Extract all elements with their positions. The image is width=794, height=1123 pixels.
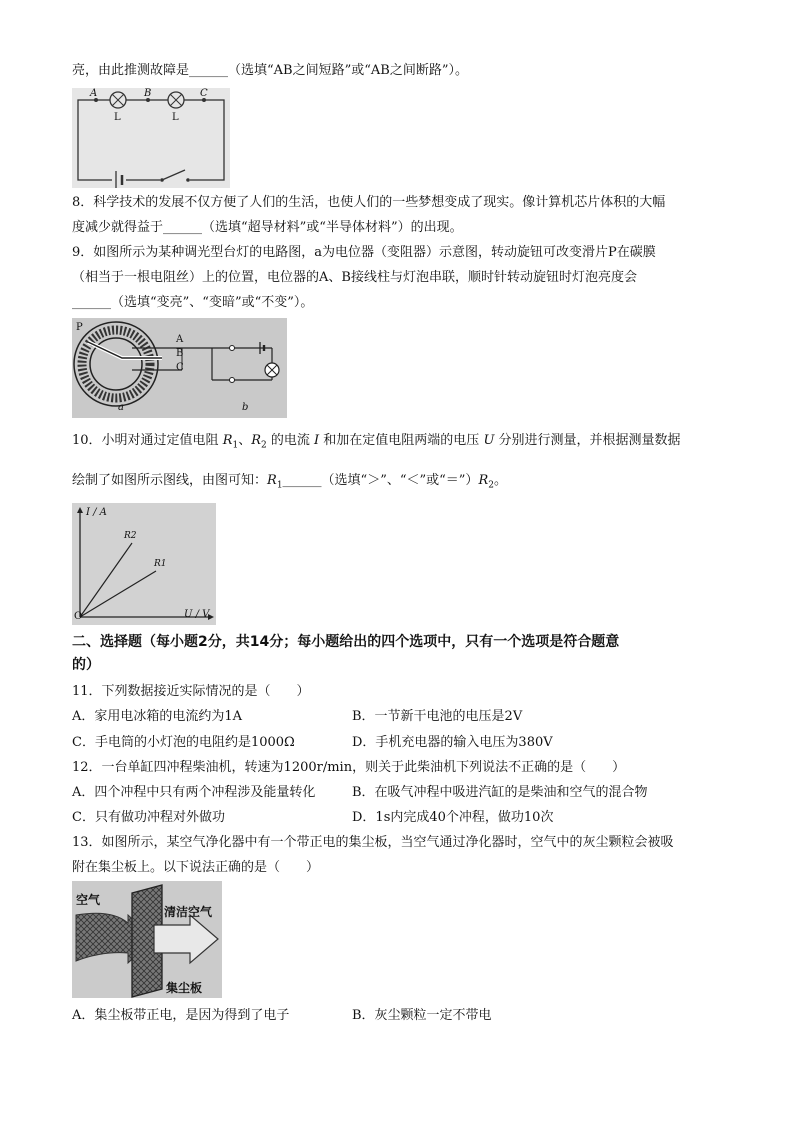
- q7-circuit-figure: [72, 88, 230, 188]
- q10-x-label: U / V: [184, 609, 210, 620]
- q12-option-b: B．在吸气冲程中吸进汽缸的是柴油和空气的混合物: [352, 785, 648, 800]
- q9-line-3: ______（选填“变亮”、“变暗”或“不变”）。: [72, 295, 314, 310]
- q10-line-1: 10．小明对通过定值电阻 $R_1$、$R_2$ 的电流 I 和加在定值电阻两端的电压 U 分别进行测量，并根据测量数据: [72, 433, 681, 451]
- q13-line-1: 13．如图所示，某空气净化器中有一个带正电的集尘板，当空气通过净化器时，空气中的灰尘颗粒会被吸: [72, 835, 674, 850]
- q13-label-plate: 集尘板: [166, 981, 203, 995]
- q13-label-clean-air: 清洁空气: [164, 905, 213, 919]
- q9-caption-a: a: [118, 402, 124, 413]
- q7-label-l1: L: [114, 112, 121, 123]
- q9-line-2: （相当于一根电阻丝）上的位置，电位器的A、B接线柱与灯泡串联，顺时针转动旋钮时灯泡亮度会: [72, 270, 637, 285]
- q8-line-2: 度减少就得益于______（选填“超导材料”或“半导体材料”）的出现。: [72, 220, 463, 235]
- q7-label-a: A: [90, 88, 98, 99]
- section-2-heading-line-2: 的）: [72, 657, 100, 673]
- q10-r1-label: R1: [154, 559, 167, 569]
- q7-label-l2: L: [172, 112, 179, 123]
- q7-label-c: C: [200, 88, 208, 99]
- r1-line: [80, 571, 156, 617]
- q7-text: 亮，由此推测故障是______（选填“AB之间短路”或“AB之间断路”）。: [72, 63, 468, 78]
- q11-option-a: A．家用电冰箱的电流约为1A: [72, 709, 243, 724]
- q9-caption-b: b: [242, 402, 249, 413]
- q9-line-1: 9．如图所示为某种调光型台灯的电路图，a为电位器（变阻器）示意图，转动旋钮可改变滑片P在碳膜: [72, 245, 656, 260]
- q13-option-b: B．灰尘颗粒一定不带电: [352, 1008, 492, 1023]
- q13-line-2: 附在集尘板上。以下说法正确的是（ ）: [72, 860, 320, 875]
- q10-iu-graph: [72, 503, 216, 625]
- q10-y-label: I / A: [86, 507, 107, 518]
- q8-line-1: 8．科学技术的发展不仅方便了人们的生活，也使人们的一些梦想变成了现实。像计算机芯片体积的大幅: [72, 195, 666, 210]
- q11-stem: 11．下列数据接近实际情况的是（ ）: [72, 684, 310, 699]
- q12-option-c: C．只有做功冲程对外做功: [72, 810, 225, 825]
- q12-stem: 12．一台单缸四冲程柴油机，转速为1200r/min，则关于此柴油机下列说法不正确的是（ ）: [72, 760, 626, 775]
- q12-option-a: A．四个冲程中只有两个冲程涉及能量转化: [72, 785, 316, 800]
- q11-option-c: C．手电筒的小灯泡的电阻约是1000Ω: [72, 735, 295, 750]
- q9-label-p: P: [76, 322, 83, 333]
- q10-r2-label: R2: [124, 531, 137, 541]
- q13-option-a: A．集尘板带正电，是因为得到了电子: [72, 1008, 290, 1023]
- q12-option-d: D．1s内完成40个冲程，做功10次: [352, 810, 554, 825]
- q9-potentiometer-figure: [72, 318, 287, 418]
- q11-option-b: B．一节新干电池的电压是2V: [352, 709, 523, 724]
- q10-origin-label: O: [74, 611, 83, 622]
- q13-air-purifier-figure: [72, 881, 222, 998]
- q7-label-b: B: [144, 88, 152, 99]
- q9-label-c: C: [176, 362, 184, 373]
- q10-line-2: 绘制了如图所示图线，由图可知：$R_1\_\_\_\_\_\_$（选填“＞”、“＜”或“$=”)R_2$。: [72, 473, 507, 491]
- q9-label-a: A: [176, 334, 184, 345]
- r2-line: [80, 543, 132, 617]
- q11-option-d: D．手机充电器的输入电压为380V: [352, 735, 553, 750]
- section-2-heading-line-1: 二、选择题（每小题2分，共14分；每小题给出的四个选项中，只有一个选项是符合题意: [72, 634, 620, 650]
- q9-label-b: B: [176, 348, 184, 359]
- q13-label-air: 空气: [76, 893, 101, 907]
